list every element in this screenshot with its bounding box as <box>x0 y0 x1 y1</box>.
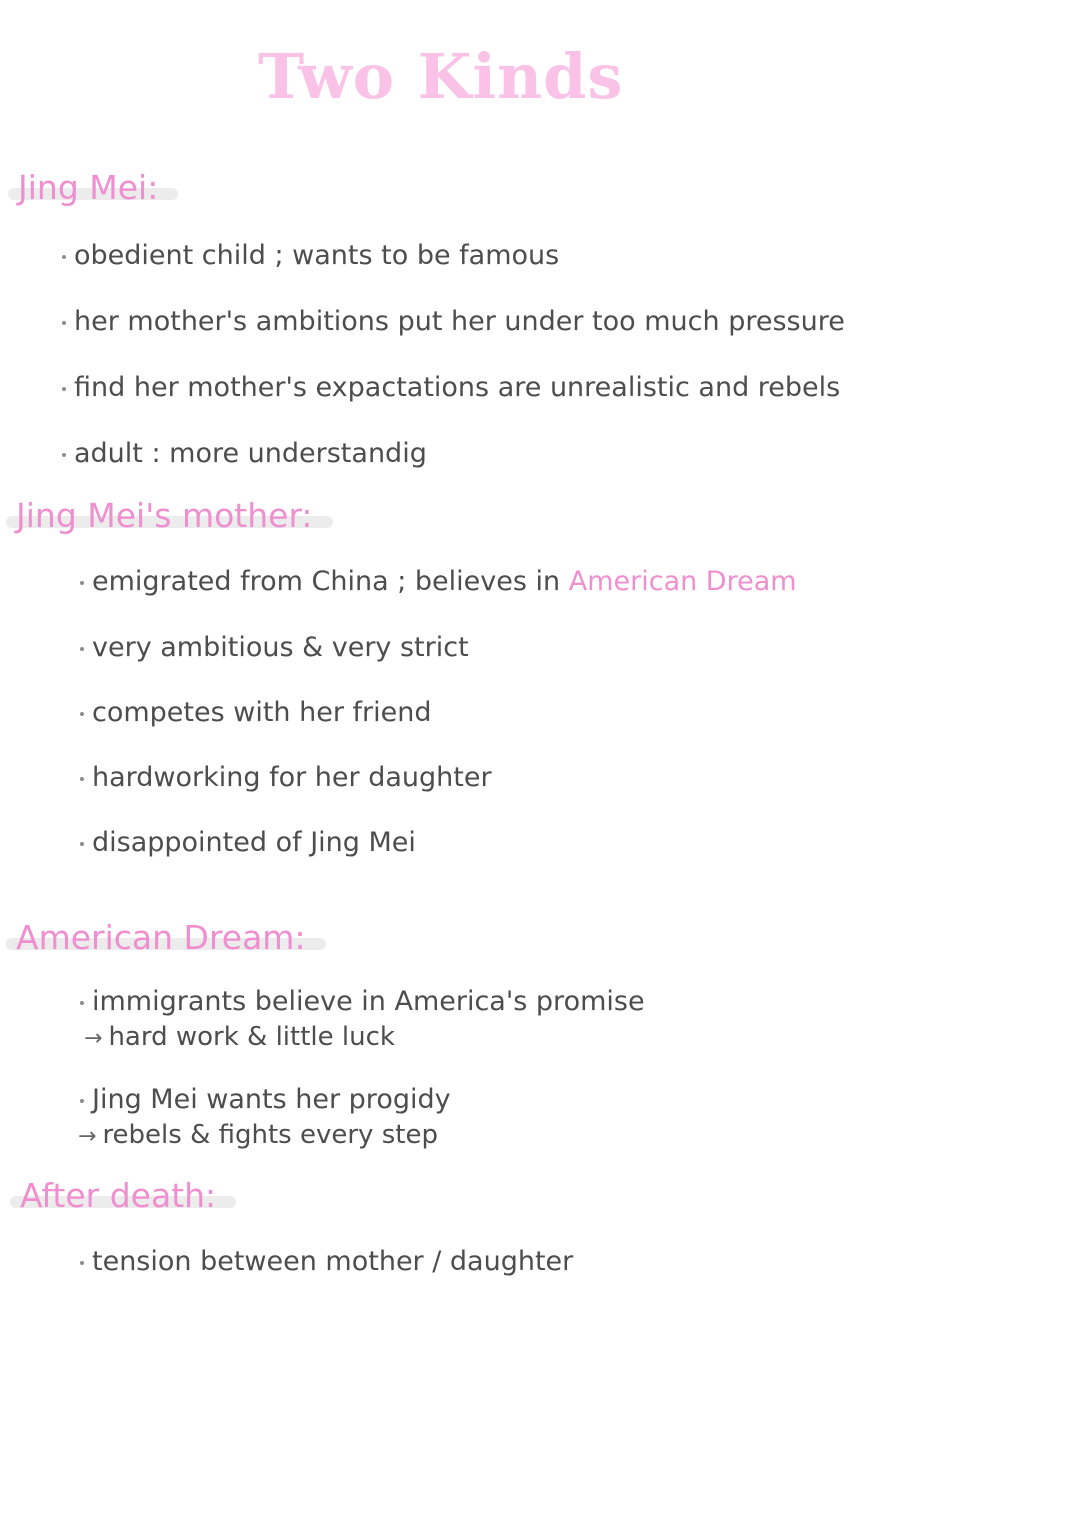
list-item: obedient child ; wants to be famous <box>62 240 559 271</box>
list-item: hardworking for her daughter <box>80 762 492 793</box>
list-item: her mother's ambitions put her under too much pressure <box>62 306 845 337</box>
list-item: find her mother's expactations are unrealistic and rebels <box>62 372 840 403</box>
list-item: emigrated from China ; believes in American Dream <box>80 566 797 597</box>
heading-after-death: After death: <box>20 1176 216 1215</box>
list-item: very ambitious & very strict <box>80 632 469 663</box>
list-item: tension between mother / daughter <box>80 1246 573 1277</box>
list-item: immigrants believe in America's promise <box>80 986 645 1017</box>
list-subitem: → hard work & little luck <box>84 1022 395 1052</box>
heading-american-dream: American Dream: <box>16 918 306 957</box>
american-dream-highlight: American Dream <box>568 566 797 597</box>
list-item: competes with her friend <box>80 697 432 728</box>
heading-jing-mei-mother: Jing Mei's mother: <box>16 496 313 535</box>
heading-jing-mei: Jing Mei: <box>18 168 158 207</box>
page-title: Two Kinds <box>258 40 624 113</box>
list-subitem: → rebels & fights every step <box>78 1120 438 1150</box>
list-item: disappointed of Jing Mei <box>80 827 416 858</box>
list-item: Jing Mei wants her progidy <box>80 1084 451 1115</box>
list-item: adult : more understandig <box>62 438 427 469</box>
